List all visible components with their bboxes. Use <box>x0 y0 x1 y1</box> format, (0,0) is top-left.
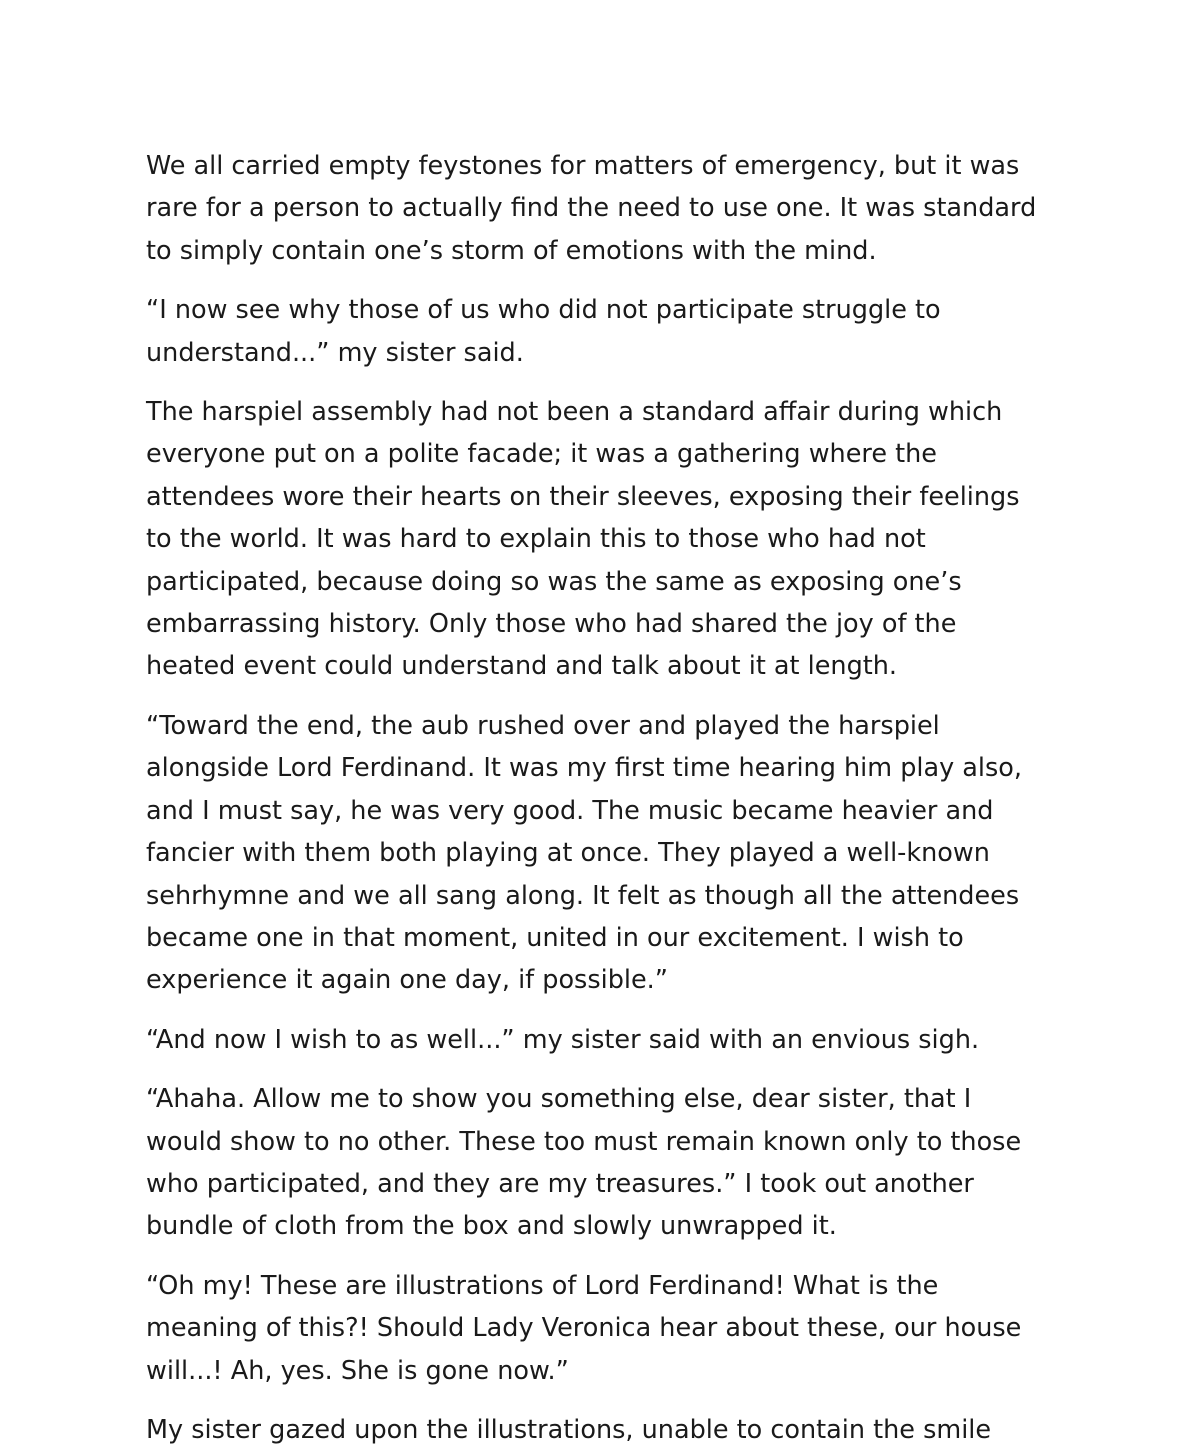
text-line: who participated, and they are my treasures.” I took out another <box>146 1168 974 1199</box>
text-line: everyone put on a polite facade; it was a gathering where the <box>146 439 937 470</box>
text-line: “Toward the end, the aub rushed over and played the harspiel <box>146 710 940 741</box>
text-line: heated event could understand and talk about it at length. <box>146 651 898 682</box>
paragraph <box>146 1409 1076 1451</box>
text-line: would show to no other. These too must remain known only to those <box>146 1126 1022 1157</box>
text-line: “I now see why those of us who did not participate struggle to <box>146 295 941 326</box>
paragraph <box>146 145 1076 272</box>
paragraph <box>146 705 1076 1002</box>
text-line: attendees wore their hearts on their sleeves, exposing their feelings <box>146 481 1020 512</box>
text-line: My sister gazed upon the illustrations, unable to contain the smile <box>146 1414 992 1445</box>
text-line: “Oh my! These are illustrations of Lord Ferdinand! What is the <box>146 1270 939 1301</box>
paragraph <box>146 391 1076 688</box>
text-line: experience it again one day, if possible.” <box>146 965 668 996</box>
text-line: We all carried empty feystones for matters of emergency, but it was <box>146 151 1020 181</box>
paragraph <box>146 1078 1076 1248</box>
document-body <box>146 145 1076 1452</box>
text-line: “Ahaha. Allow me to show you something else, dear sister, that I <box>146 1084 972 1115</box>
text-line: understand...” my sister said. <box>146 337 524 368</box>
text-line: and I must say, he was very good. The music became heavier and <box>146 795 994 826</box>
text-line: participated, because doing so was the same as exposing one’s <box>146 566 962 597</box>
text-line: to the world. It was hard to explain this to those who had not <box>146 524 926 555</box>
text-line: embarrassing history. Only those who had shared the joy of the <box>146 609 957 640</box>
paragraph <box>146 289 1076 374</box>
text-line: became one in that moment, united in our excitement. I wish to <box>146 922 964 953</box>
text-line: alongside Lord Ferdinand. It was my first time hearing him play also, <box>146 753 1022 784</box>
paragraph <box>146 1019 1076 1061</box>
text-line: “And now I wish to as well...” my sister said with an envious sigh. <box>146 1024 980 1055</box>
text-line: fancier with them both playing at once. They played a well-known <box>146 838 990 869</box>
text-line: sehrhymne and we all sang along. It felt as though all the attendees <box>146 880 1020 911</box>
text-line: rare for a person to actually find the need to use one. It was standard <box>146 193 1037 224</box>
text-line: meaning of this?! Should Lady Veronica hear about these, our house <box>146 1313 1022 1344</box>
text-line: bundle of cloth from the box and slowly unwrapped it. <box>146 1211 837 1242</box>
paragraph <box>146 1265 1076 1392</box>
text-line: to simply contain one’s storm of emotions with the mind. <box>146 235 877 266</box>
text-line: will...! Ah, yes. She is gone now.” <box>146 1355 569 1386</box>
text-line: The harspiel assembly had not been a standard affair during which <box>146 397 1003 428</box>
